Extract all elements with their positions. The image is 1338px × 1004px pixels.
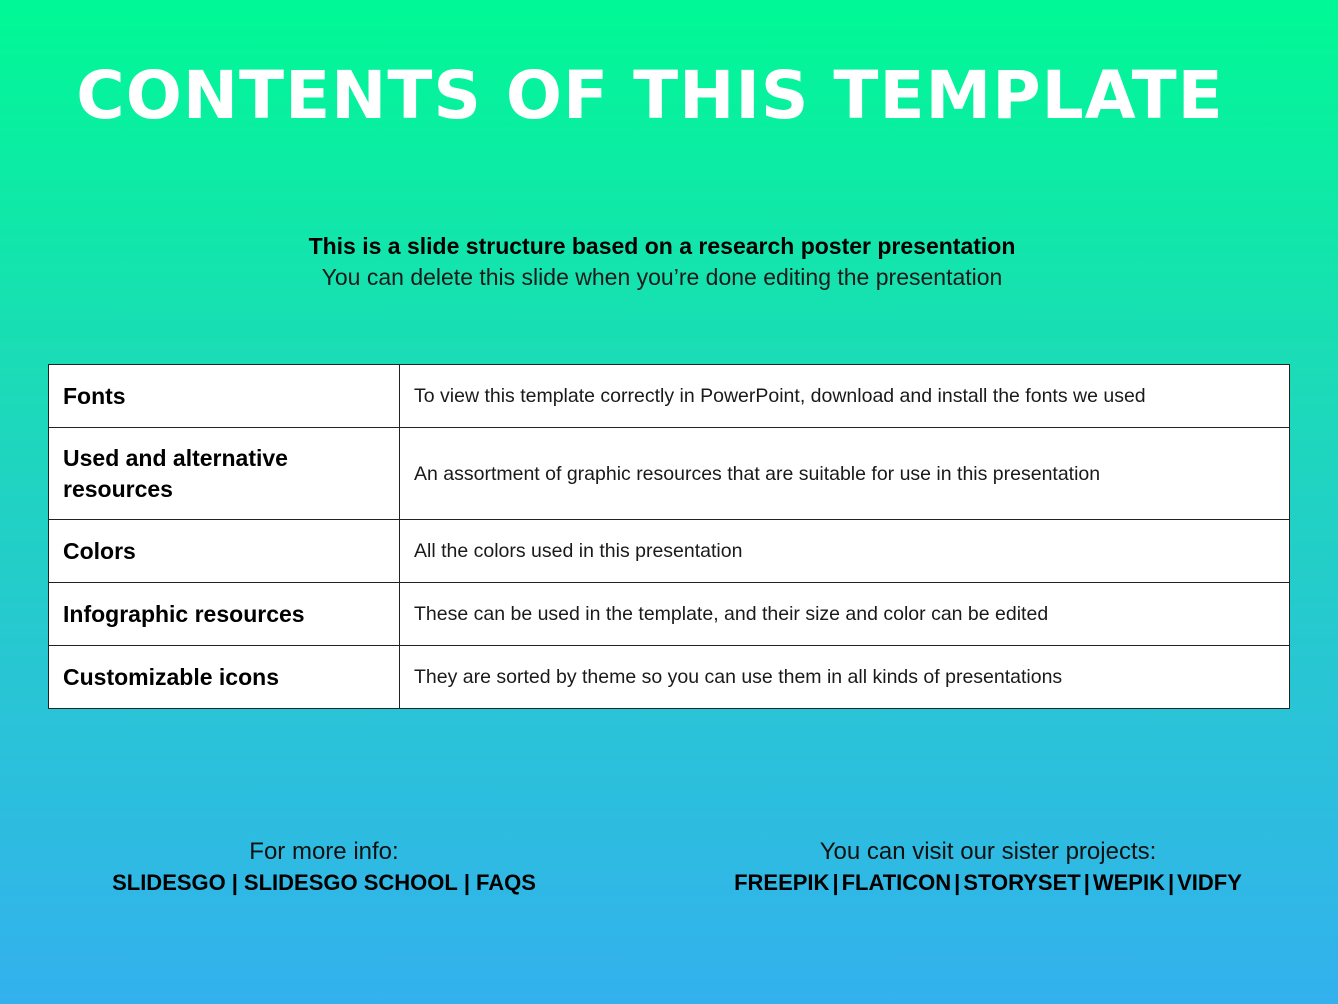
link-separator: | xyxy=(954,870,961,895)
row-description: To view this template correctly in PowerPoint, download and install the fonts we used xyxy=(400,365,1290,428)
footer-sister-projects xyxy=(690,836,1286,898)
row-description: An assortment of graphic resources that are suitable for use in this presentation xyxy=(400,428,1290,520)
footer-more-info-links xyxy=(60,868,588,898)
row-term: Fonts xyxy=(49,365,400,428)
footer-more-info xyxy=(60,836,588,898)
row-description: These can be used in the template, and their size and color can be edited xyxy=(400,583,1290,646)
table-row xyxy=(49,646,1290,709)
link-flaticon[interactable]: FLATICON xyxy=(841,870,952,895)
link-separator: | xyxy=(463,870,470,895)
row-term: Infographic resources xyxy=(49,583,400,646)
row-term: Customizable icons xyxy=(49,646,400,709)
link-storyset[interactable]: STORYSET xyxy=(963,870,1081,895)
link-slidesgo[interactable]: SLIDESGO xyxy=(112,870,226,895)
contents-table xyxy=(48,364,1290,709)
row-term: Used and alternative resources xyxy=(49,428,400,520)
row-description: All the colors used in this presentation xyxy=(400,520,1290,583)
intro-text xyxy=(0,230,1324,292)
intro-subtext: You can delete this slide when you’re done editing the presentation xyxy=(321,264,1003,290)
intro-headline: This is a slide structure based on a research poster presentation xyxy=(308,233,1016,259)
link-vidfy[interactable]: VIDFY xyxy=(1177,870,1242,895)
link-wepik[interactable]: WEPIK xyxy=(1092,870,1165,895)
footer-sister-projects-links xyxy=(690,868,1286,898)
row-description: They are sorted by theme so you can use them in all kinds of presentations xyxy=(400,646,1290,709)
link-faqs[interactable]: FAQS xyxy=(476,870,536,895)
link-separator: | xyxy=(1083,870,1090,895)
link-slidesgo-school[interactable]: SLIDESGO SCHOOL xyxy=(243,870,458,895)
table-row xyxy=(49,365,1290,428)
table-row xyxy=(49,428,1290,520)
link-separator: | xyxy=(1167,870,1175,895)
table-row xyxy=(49,520,1290,583)
footer-more-info-caption: For more info: xyxy=(249,838,399,865)
table-row xyxy=(49,583,1290,646)
slide-title: CONTENTS OF THIS TEMPLATE xyxy=(76,57,1224,134)
footer-sister-projects-caption: You can visit our sister projects: xyxy=(819,838,1157,865)
link-separator: | xyxy=(832,870,839,895)
link-separator: | xyxy=(231,870,238,895)
link-freepik[interactable]: FREEPIK xyxy=(734,870,830,895)
row-term: Colors xyxy=(49,520,400,583)
